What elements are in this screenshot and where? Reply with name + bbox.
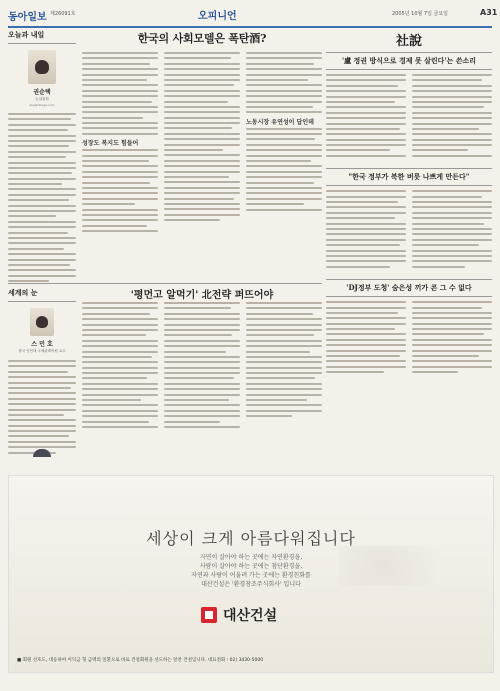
author-email: jkw@donga.com <box>29 103 55 107</box>
editorial-body-3 <box>326 301 492 376</box>
publication-date: 2005년 10월 7일 금요일 <box>392 11 449 17</box>
series-label: 세계의 눈 <box>8 288 76 302</box>
author-title: 논설위원 <box>35 97 49 101</box>
ad-subline-1: 자연이 살아야 하는 곳에는 자연환경을, <box>199 554 303 561</box>
lower-headline: '평먼고 알먹기' 北전략 퍼뜨어야 <box>130 290 274 301</box>
ad-brand <box>201 604 301 626</box>
subhead-2: 노동시장 유연성이 답인데 <box>246 118 314 126</box>
ad-footer: ■ 회원 선호도, 대응하여 이익금 형 금액의 일환으로 바로 건설회원을 선도하는 알찬 건설입니다. 대표전화 : 02) 3430-5000 <box>17 658 264 663</box>
editorial-label: 社說 <box>395 34 422 49</box>
middle-column <box>82 30 322 236</box>
page-header <box>8 6 498 28</box>
ad-subline-4: 대산건설은 '환경창조주식회사' 입니다 <box>201 581 301 588</box>
section-divider <box>8 283 322 284</box>
brand-logo-icon <box>201 607 217 623</box>
editorial-body-2 <box>326 190 492 271</box>
series-body <box>8 360 76 454</box>
article-body <box>82 52 322 236</box>
issue-number: 제26091호 <box>50 11 76 17</box>
editorial-title-2: "한국 정부가 북한 버릇 나쁘게 만든다" <box>326 168 492 186</box>
series-author-title: 중국 인민대 국제관계학원 교수 <box>18 349 66 353</box>
section-title: 오피니언 <box>198 11 237 22</box>
editorial-column <box>326 30 492 377</box>
series-author-photo <box>30 308 54 336</box>
advertisement <box>8 475 494 673</box>
ad-tagline: 세상이 크게 아름다워집니다 <box>146 529 356 548</box>
series-box <box>8 288 76 457</box>
lower-article-body <box>82 302 322 431</box>
column-body <box>8 113 76 282</box>
editorial-title-1: '盧 정권 방식으로 경제 못 살린다'는 쓴소리 <box>326 52 492 70</box>
brand-name: 대산건설 <box>223 608 278 624</box>
subhead-1: 성장도 복지도 힘들어 <box>82 140 139 148</box>
author-name: 권순택 <box>33 89 51 96</box>
masthead: 동아일보 <box>8 12 47 23</box>
series-author-name: 스 민 호 <box>31 341 53 348</box>
editorial-body-1 <box>326 74 492 160</box>
author-photo <box>28 50 56 84</box>
column-headline: 한국의 사회모델은 폭탄酒? <box>137 32 267 45</box>
editorial-title-3: 'DJ정부 도청' 숨은성 끼가 콘 그 수 없다 <box>326 279 492 297</box>
ad-subline-2: 사람이 살아야 하는 곳에는 첨단환경을, <box>199 563 303 570</box>
ad-subline-3: 자연과 사람이 어울려 가는 곳에는 환경친화를 <box>191 572 311 579</box>
page-number: A31 <box>480 8 498 17</box>
column-label: 오늘과 내일 <box>8 30 76 44</box>
